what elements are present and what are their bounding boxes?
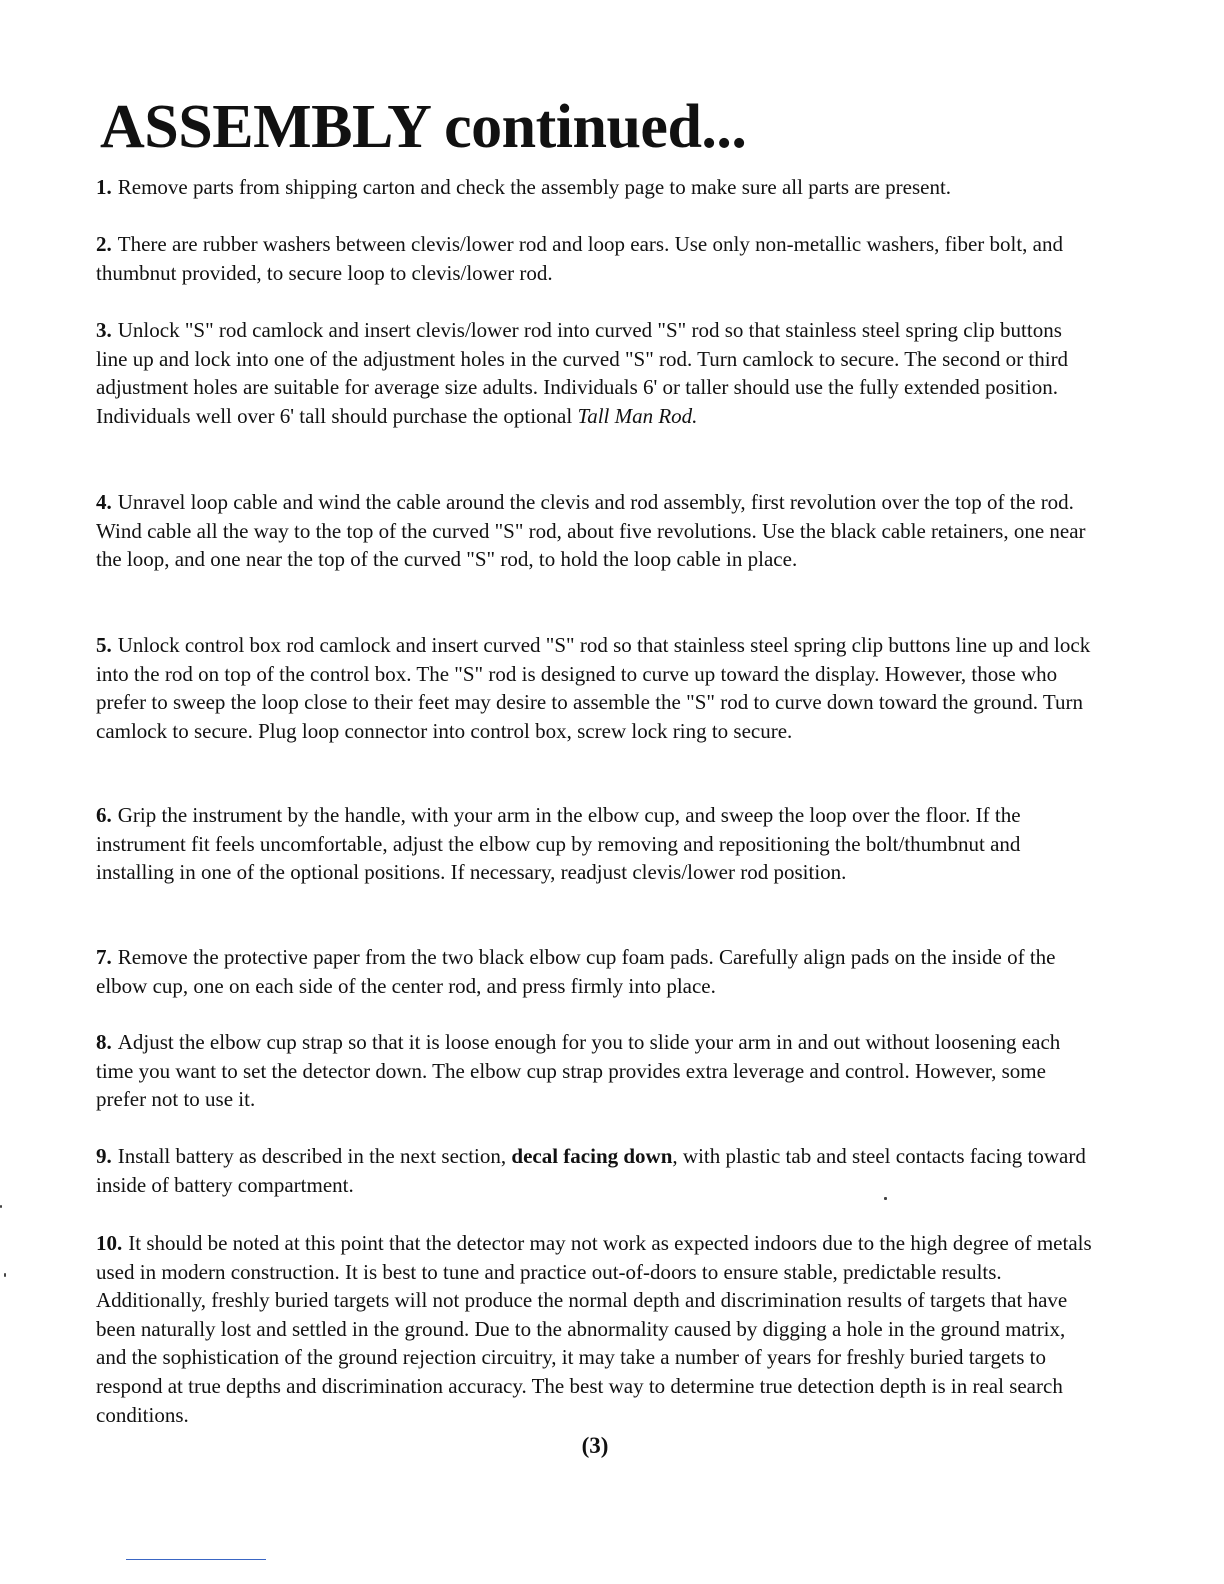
item-text: Unravel loop cable and wind the cable around the clevis and rod assembly, first revolution over the top of the rod. Wind cable all the way to the top of the curved "S" rod, about five revolutions. Use the black cable retainers, one near the loop, and one near the top of the curved "S" rod, to hold the loop cable in place. xyxy=(96,490,1086,572)
page-number: (3) xyxy=(581,1433,609,1458)
item-number: 6. xyxy=(96,803,112,827)
item-text: Unlock "S" rod camlock and insert clevis/lower rod into curved "S" rod so that stainless steel spring clip buttons line up and lock into one of the adjustment holes in the curved "S" rod. Turn camlock to secure. The second or third adjustment holes are suitable for average size adults. Individuals 6' or taller should use the fully extended position. Individuals well over 6' tall should purchase the optional xyxy=(96,318,1069,428)
page-title: ASSEMBLY continued... xyxy=(100,93,747,161)
item-number: 4. xyxy=(96,490,112,514)
item-text: There are rubber washers between clevis/lower rod and loop ears. Use only non-metallic washers, fiber bolt, and thumbnut provided, to secure loop to clevis/lower rod. xyxy=(96,232,1063,285)
item-text: Remove parts from shipping carton and check the assembly page to make sure all parts are present. xyxy=(117,175,952,199)
item-text: Unlock control box rod camlock and insert curved "S" rod so that stainless steel spring clip buttons line up and lock into the rod on top of the control box. The "S" rod is designed to curve up toward the display. However, those who prefer to sweep the loop close to their feet may desire to assemble the "S" rod to curve down toward the ground. Turn camlock to secure. Plug loop connector into control box, screw lock ring to secure. xyxy=(96,633,1091,743)
item-number: 7. xyxy=(96,945,112,969)
instruction-item-2 xyxy=(96,230,1096,287)
item-text: Grip the instrument by the handle, with your arm in the elbow cup, and sweep the loop over the floor. If the instrument fit feels uncomfortable, adjust the elbow cup by removing and repositioning the bolt/thumbnut and installing in one of the optional positions. If necessary, readjust clevis/lower rod position. xyxy=(96,803,1021,885)
item-number: 5. xyxy=(96,633,112,657)
scan-speck xyxy=(884,1197,887,1200)
item-text-before: Install battery as described in the next section, xyxy=(117,1144,512,1168)
item-text: Remove the protective paper from the two black elbow cup foam pads. Carefully align pads on the inside of the elbow cup, one on each side of the center rod, and press firmly into place. xyxy=(96,945,1056,998)
instruction-item-1 xyxy=(96,173,1096,202)
instruction-item-10 xyxy=(96,1229,1096,1429)
item-text: It should be noted at this point that the detector may not work as expected indoors due to the high degree of metals used in modern construction. It is best to tune and practice out-of-doors to ensure stable, predictable results. Additionally, freshly buried targets will not produce the normal depth and discrimination results of targets that have been naturally lost and settled in the ground. Due to the abnormality caused by digging a hole in the ground matrix, and the sophistication of the ground rejection circuitry, it may take a number of years for freshly buried targets to respond at true depths and discrimination accuracy. The best way to determine true detection depth is in real search conditions. xyxy=(96,1231,1092,1427)
item-italic-text: Tall Man Rod. xyxy=(577,403,698,428)
item-text: Adjust the elbow cup strap so that it is loose enough for you to slide your arm in and out without loosening each time you want to set the detector down. The elbow cup strap provides extra leverage and control. However, some prefer not to use it. xyxy=(96,1030,1061,1112)
instruction-item-7 xyxy=(96,943,1096,1000)
item-number: 1. xyxy=(96,175,112,199)
item-number: 10. xyxy=(96,1231,123,1255)
instruction-item-8 xyxy=(96,1028,1096,1114)
item-number: 3. xyxy=(96,318,112,342)
instruction-item-5 xyxy=(96,631,1096,745)
scan-speck xyxy=(0,1205,2,1208)
item-number: 9. xyxy=(96,1144,112,1168)
instruction-item-6 xyxy=(96,801,1096,887)
scan-rule-line xyxy=(126,1559,266,1560)
instruction-item-9 xyxy=(96,1142,1096,1199)
item-text-after: , with plastic tab and steel contacts facing toward inside of battery compartment. xyxy=(96,1144,1086,1197)
scan-speck xyxy=(4,1273,6,1277)
item-number: 2. xyxy=(96,232,112,256)
item-bold-text: decal facing down xyxy=(511,1144,673,1168)
item-number: 8. xyxy=(96,1030,112,1054)
instruction-item-3 xyxy=(96,316,1096,430)
instruction-item-4 xyxy=(96,488,1096,574)
